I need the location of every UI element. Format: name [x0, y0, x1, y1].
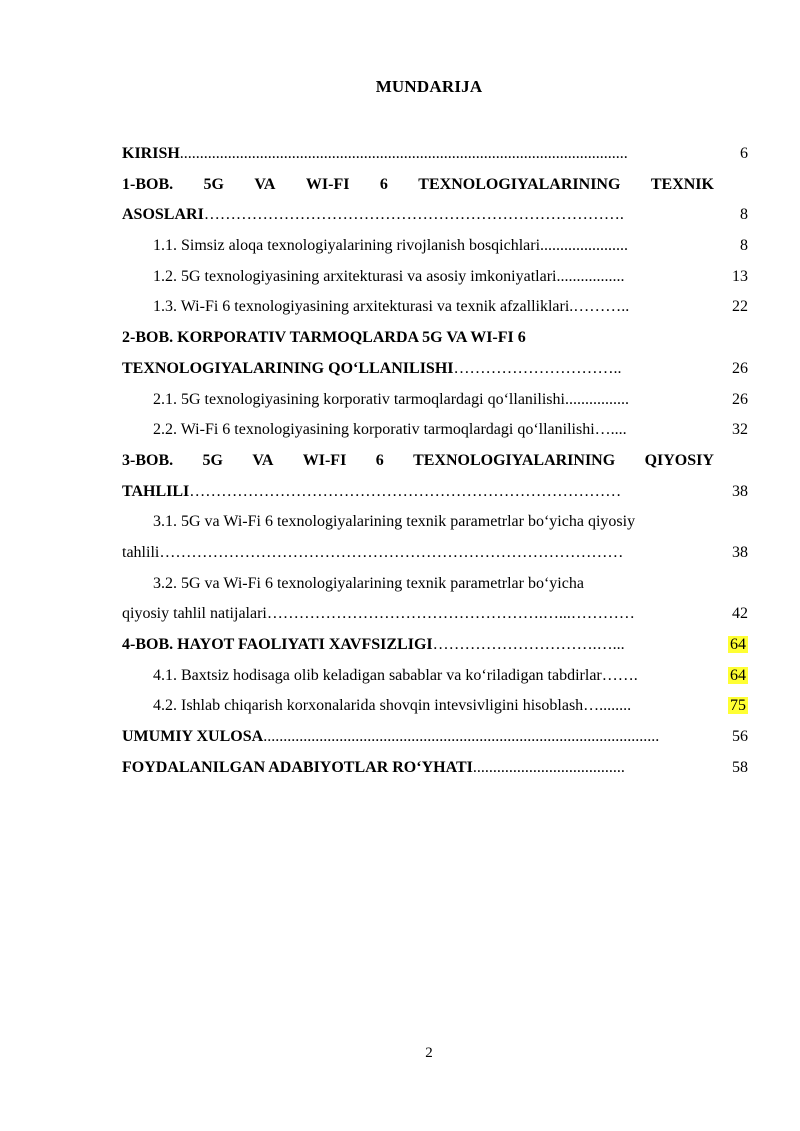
toc-leader: ................: [564, 390, 629, 408]
toc-entry[interactable]: [122, 323, 748, 354]
toc-leader: ...................................................................................................: [263, 728, 660, 746]
toc-leader: …………………………………………….…...…………: [266, 605, 635, 623]
toc-label: ASOSLARI: [122, 206, 204, 224]
toc-entry[interactable]: [122, 200, 748, 231]
toc-label: 1-BOB. 5G VA WI-FI 6 TEXNOLOGIYALARINING TEXNIK: [122, 175, 714, 193]
toc-label: 3.1. 5G va Wi-Fi 6 texnologiyalarining texnik parametrlar bo‘yicha qiyosiy: [153, 513, 636, 531]
toc-page-number: 6: [740, 145, 748, 162]
toc-label: 4.2. Ishlab chiqarish korxonalarida shovqin intevsivligini hisoblash: [153, 697, 584, 715]
toc-leader: …………………………………………………………………….: [203, 206, 624, 224]
toc-leader: .................: [556, 267, 625, 285]
highlighted-page-number: 75: [730, 697, 746, 715]
toc-page-number: 38: [732, 543, 748, 561]
toc-leader: …………………………..: [453, 359, 622, 377]
toc-page-number: 26: [732, 390, 748, 408]
toc-page-number: 32: [732, 421, 748, 439]
toc-page-number: 13: [732, 267, 748, 285]
toc-label: 4.1. Baxtsiz hodisaga olib keladigan sabablar va ko‘riladigan tabdirlar: [153, 666, 602, 684]
toc-entry[interactable]: [122, 415, 748, 446]
toc-label: 1.1. Simsiz aloqa texnologiyalarining rivojlanish bosqichlari: [153, 237, 541, 255]
toc-entry[interactable]: [122, 170, 748, 201]
toc-entry[interactable]: [122, 661, 748, 692]
toc-label: 2.1. 5G texnologiyasining korporativ tarmoqlardagi qo‘llanilishi: [153, 390, 565, 408]
toc-label: qiyosiy tahlil natijalari: [122, 605, 267, 623]
toc-page-number: [722, 630, 748, 661]
toc-entry[interactable]: [122, 292, 748, 323]
toc-leader: ………………………….…...: [432, 636, 625, 653]
toc-leader: ……………………………………………………………………………: [159, 543, 624, 561]
table-of-contents: [122, 139, 748, 783]
toc-page-number: 56: [732, 728, 748, 746]
toc-page-number: 8: [740, 206, 748, 224]
toc-page-number: [722, 691, 748, 722]
toc-leader: ................................................................................................................: [179, 145, 628, 162]
toc-entry[interactable]: [122, 630, 748, 661]
toc-entry[interactable]: [122, 722, 748, 753]
toc-label: 2-BOB. KORPORATIV TARMOQLARDA 5G VA WI-FI 6: [122, 329, 526, 347]
toc-leader: ......................: [540, 237, 629, 255]
toc-label: 3-BOB. 5G VA WI-FI 6 TEXNOLOGIYALARINING QIYOSIY: [122, 451, 714, 469]
toc-entry[interactable]: [122, 262, 748, 293]
toc-entry[interactable]: [122, 599, 748, 630]
toc-page-number: 38: [732, 482, 748, 500]
toc-leader: .………..: [569, 298, 630, 316]
toc-label: 1.3. Wi-Fi 6 texnologiyasining arxitekturasi va texnik afzalliklari: [153, 298, 570, 316]
toc-label: 2.2. Wi-Fi 6 texnologiyasining korporativ tarmoqlardagi qo‘llanilishi: [153, 421, 595, 439]
toc-label: UMUMIY XULOSA: [122, 728, 264, 746]
toc-entry[interactable]: [122, 691, 748, 722]
toc-entry[interactable]: [122, 446, 748, 477]
toc-page-number: 42: [732, 605, 748, 623]
toc-label: KIRISH: [122, 145, 180, 162]
toc-leader: ......................................: [472, 758, 625, 776]
toc-entry[interactable]: [122, 231, 748, 262]
toc-page-number: 22: [732, 298, 748, 316]
page-title: MUNDARIJA: [375, 77, 483, 96]
toc-label: tahlili: [122, 543, 160, 561]
toc-entry[interactable]: [122, 507, 748, 538]
toc-entry[interactable]: [122, 477, 748, 508]
toc-label: 3.2. 5G va Wi-Fi 6 texnologiyalarining texnik parametrlar bo‘yicha: [153, 574, 584, 592]
toc-page-number: [722, 661, 748, 692]
toc-entry[interactable]: [122, 569, 748, 600]
toc-entry[interactable]: [122, 354, 748, 385]
toc-entry[interactable]: [122, 753, 748, 784]
toc-leader: …........: [583, 697, 632, 715]
page-footer-number: 2: [425, 1045, 433, 1061]
toc-label: TEXNOLOGIYALARINING QO‘LLANILISHI: [122, 359, 454, 377]
toc-entry[interactable]: [122, 139, 748, 170]
toc-leader: …….: [601, 666, 638, 684]
toc-label: 4-BOB. HAYOT FAOLIYATI XAVFSIZLIGI: [122, 636, 433, 653]
toc-page-number: 26: [732, 359, 748, 377]
toc-page-number: 58: [732, 758, 748, 776]
toc-label: 1.2. 5G texnologiyasining arxitekturasi va asosiy imkoniyatlari: [153, 267, 557, 285]
toc-label: FOYDALANILGAN ADABIYOTLAR RO‘YHATI: [122, 758, 473, 776]
toc-label: TAHLILI: [122, 482, 190, 500]
toc-leader: …....: [594, 421, 627, 439]
toc-entry[interactable]: [122, 538, 748, 569]
toc-page-number: 8: [740, 237, 748, 255]
highlighted-page-number: 64: [730, 636, 746, 653]
highlighted-page-number: 64: [730, 666, 746, 684]
toc-entry[interactable]: [122, 385, 748, 416]
toc-leader: ………………………………………………………………………: [189, 482, 622, 500]
